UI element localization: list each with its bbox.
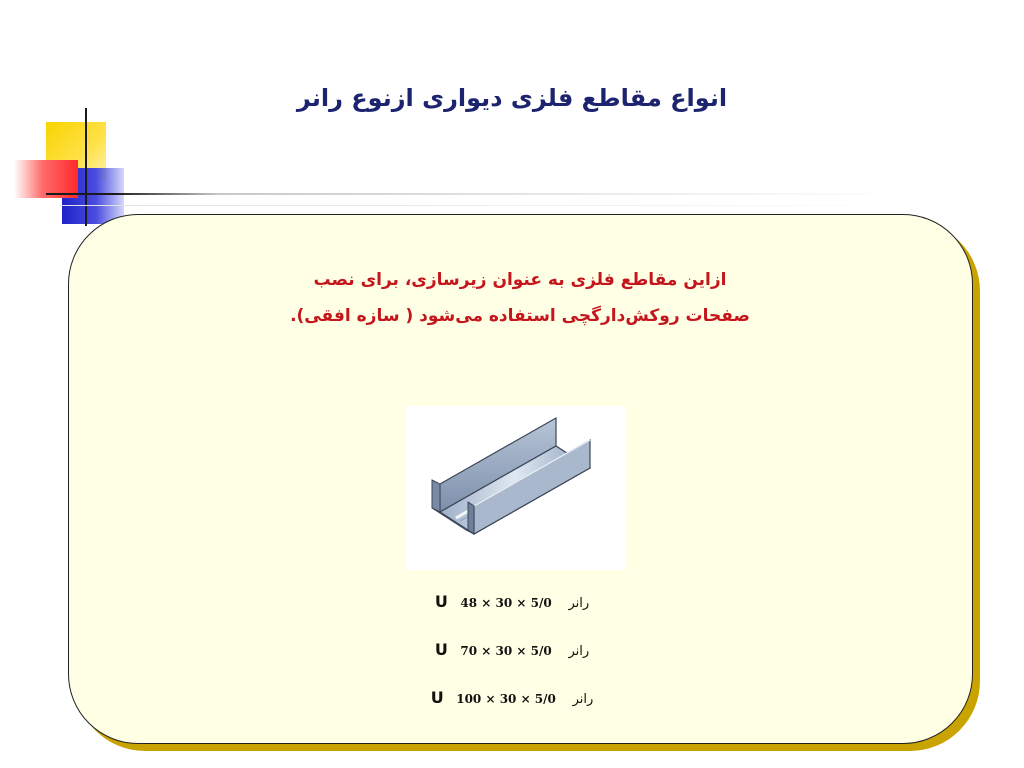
decor-vertical-line (85, 108, 87, 226)
slide-title: انواع مقاطع فلزی دیواری ازنوع رانر (296, 84, 728, 112)
decor-horizontal-line-light (60, 205, 930, 206)
decor-horizontal-line (46, 193, 906, 195)
spec-1-letter: U (434, 592, 448, 611)
spec-row-2 (0, 640, 1024, 659)
spec-2-dims: 70 × 30 × 5/0 (460, 644, 552, 658)
spec-3-dims: 100 × 30 × 5/0 (456, 692, 556, 706)
spec-2-letter: U (434, 640, 448, 659)
spec-row-1 (0, 592, 1024, 611)
spec-3-name: رانر (572, 692, 594, 707)
spec-1-name: رانر (568, 596, 590, 611)
u-channel-icon (406, 406, 626, 570)
intro-text (180, 262, 860, 334)
spec-3-letter: U (430, 688, 444, 707)
spec-1-dims: 48 × 30 × 5/0 (460, 596, 552, 610)
intro-line-2: صفحات روکش‌دارگچی استفاده می‌شود ( سازه افقی). (290, 306, 750, 326)
spec-row-3 (0, 688, 1024, 707)
spec-2-name: رانر (568, 644, 590, 659)
intro-line-1: ازاین مقاطع فلزی به عنوان زیرسازی، برای نصب (313, 270, 727, 290)
u-channel-runner-profile-image (406, 406, 626, 570)
